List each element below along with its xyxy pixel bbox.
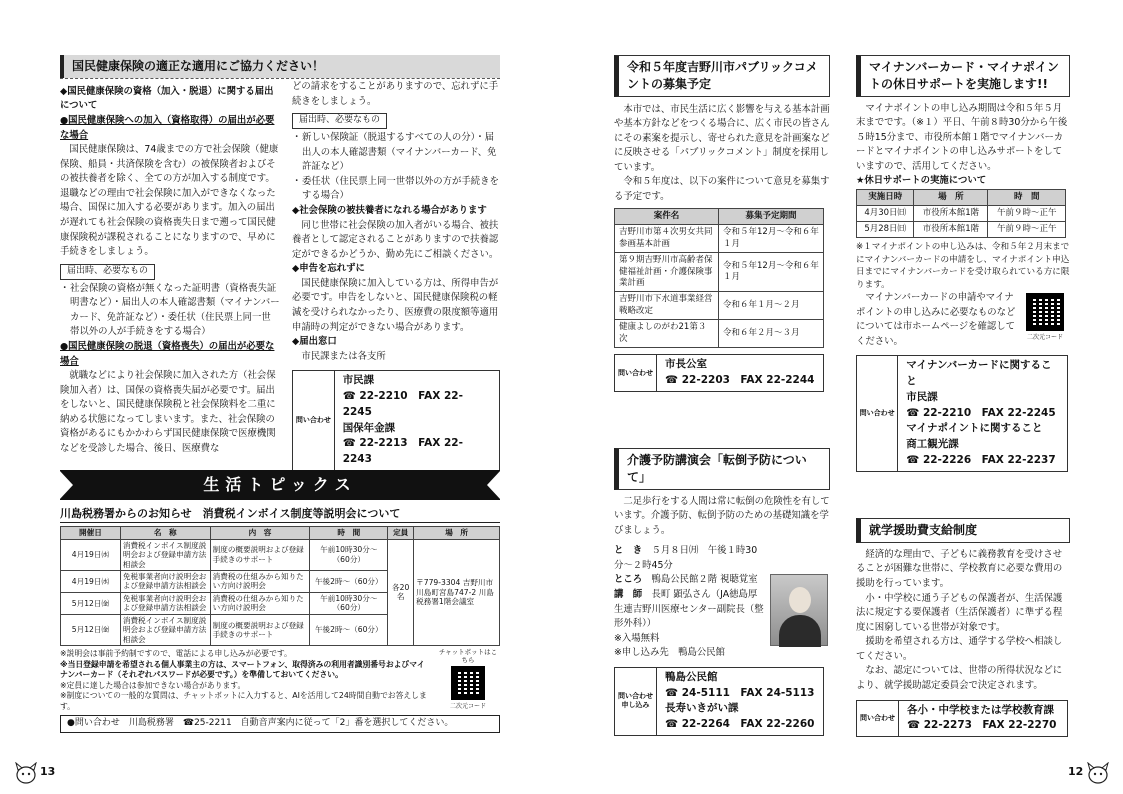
contact-label: 問い合わせ <box>615 355 657 391</box>
shugaku-body4: なお、認定については、世帯の所得状況などにより、就学援助認定委員会で決定されます。 <box>856 665 1063 691</box>
table-header: 定員 <box>388 527 414 539</box>
contact-line: 鴨島公民館 <box>665 670 718 683</box>
table-cell: 午前10時30分～（60分） <box>310 539 388 570</box>
contact-line: 商工観光課 <box>906 438 959 451</box>
topics-banner: 生活トピックス <box>60 470 500 500</box>
nhi-sec1-heading: ◆国民健康保険の資格（加入・脱退）に関する届出について <box>60 85 274 112</box>
table-cell: 4月30日㈰ <box>857 206 914 222</box>
contact-label: 問い合わせ申し込み <box>615 668 657 735</box>
table-cell: 吉野川市第４次男女共同参画基本計画 <box>615 225 719 253</box>
nhi-contact-box <box>292 370 500 471</box>
contact-line: マイナンバーカードに関すること <box>906 359 1052 388</box>
table-cell: 市役所本館1階 <box>914 222 988 238</box>
shugaku-body2: 小・中学校に通う子どもの保護者が、生活保護法に規定する要保護者（生活保護者）に準ずる程度に困窮している世帯が対象です。 <box>856 592 1063 633</box>
kaigo-lecturer: 長町 顕弘さん（JA徳島厚生連吉野川医療センター副院長（整形外科）） <box>614 589 764 630</box>
table-cell: 午後2時～（60分） <box>310 570 388 592</box>
tax-venue: 〒779-3304 吉野川市川島町宮島747-2 川島税務署1階会議室 <box>414 539 500 646</box>
qr-label: 二次元コード <box>1026 334 1063 342</box>
table-row <box>615 253 824 292</box>
kaigo-when: ５月８日㈪ 午後１時30分～２時45分 <box>614 545 758 571</box>
lecturer-label: 講 師 <box>614 589 643 601</box>
contact-line: 各小・中学校または学校教育課 <box>907 703 1054 716</box>
kaigo-section <box>614 448 830 736</box>
table-cell: 制度の概要説明および登録手続きのサポート <box>210 539 310 570</box>
nhi-box1-list <box>60 282 280 340</box>
mynumber-note2: マイナンバーカードの申請やマイナポイントの申し込みに必要なものなどについては市ホームページを確認してください。 <box>856 292 1016 347</box>
shugaku-body1: 経済的な理由で、子どもに義務教育を受けさせることが困難な世帯に、学校教育に必要な費用の援助を行っています。 <box>856 548 1063 589</box>
table-cell: 5月12日㈮ <box>61 614 121 645</box>
shugaku-body3: 援助を希望される方は、通学する学校へ相談してください。 <box>856 636 1063 662</box>
table-header: 開催日 <box>61 527 121 539</box>
nhi-sec3-body: 就職などにより社会保険に加入された方（社会保険加入者）は、国保の資格喪失届が必要です。届出をしないと、国民健康保険税と社会保険料を二重に納める状態になってしまいます。また、社会保険の資格があるにもかかわらず国民健康保険で医療機関などを受診した場合、後日、医療費な <box>60 370 276 455</box>
pubcom-body1: 本市では、市民生活に広く影響を与える基本計画や基本方針などをつくる場合に、広く市民の皆さんにその素案を提示し、寄せられた意見を計画案などに反映させる「パブリックコメント」制度を採用しています。 <box>614 103 830 173</box>
contact-line: 市民課 <box>906 390 938 403</box>
contact-label: 問い合わせ <box>857 356 898 470</box>
nhi-title: 国民健康保険の適正な適用にご協力ください！ <box>60 55 500 78</box>
mynumber-note: ※１マイナポイントの申し込みは、令和５年２月末までにマイナンバーカードの申請をし、マイナポイント申込日までにマイナンバーカードを受け取られている方に限ります。 <box>856 242 1070 290</box>
holiday-table <box>856 189 1066 238</box>
nhi-box1-label: 届出時、必要なもの <box>60 264 155 280</box>
table-row <box>61 539 500 570</box>
shugaku-section <box>856 518 1070 737</box>
table-row <box>615 320 824 348</box>
tax-notes <box>60 649 432 712</box>
list-item: ・ 新しい保険証（脱退するすべての人の分）・届出人の本人確認書類（マイナンバーカード、免許証など） <box>302 131 500 175</box>
nhi-sec6-heading: ◆届出窓口 <box>292 336 337 348</box>
table-cell: 5月12日㈮ <box>61 592 121 614</box>
table-cell: 消費税の仕組みから知りたい方向け説明会 <box>210 570 310 592</box>
kaigo-where: 鴨島公民館２階 視聴覚室 <box>651 574 758 586</box>
table-cell: 消費税インボイス制度説明会および登録申請方法相談会 <box>120 614 210 645</box>
contact-line: ☎ 22-2203 FAX 22-2244 <box>665 374 815 387</box>
contact-line: 市長公室 <box>665 358 707 371</box>
table-header: 案件名 <box>615 208 719 224</box>
table-cell: 令和６年２月～３月 <box>719 320 824 348</box>
list-item: ・ 社会保険の資格が無くなった証明書（資格喪失証明書など）・届出人の本人確認書類（マイナンバーカード、免許証など）・委任状（住民票上同一世帯以外の人が手続きをする場合） <box>70 282 280 340</box>
mynumber-section <box>856 55 1070 472</box>
when-label: と き <box>614 545 643 557</box>
kaigo-contact-box <box>614 667 824 736</box>
table-header: 実施日時 <box>857 190 914 206</box>
tax-section <box>60 505 500 733</box>
note-line: ※制度についての一般的な質問は、チャットボットに入力すると、AIを活用して24時間自動でお答えします。 <box>60 691 427 711</box>
contact-line: 長寿いきがい課 <box>665 702 739 715</box>
contact-line: 市民課 <box>342 374 375 387</box>
table-cell: 市役所本館1階 <box>914 206 988 222</box>
pubcom-title: 令和５年度吉野川市パブリックコメントの募集予定 <box>614 55 830 97</box>
kaigo-note2: ※申し込み先 鴨島公民館 <box>614 647 725 659</box>
nhi-box2-label: 届出時、必要なもの <box>292 113 387 129</box>
table-cell: 令和５年12月～令和６年１月 <box>719 225 824 253</box>
note-line: ※定員に達した場合は参加できない場合があります。 <box>60 680 246 690</box>
pubcom-section <box>614 55 830 392</box>
mascot-icon <box>14 762 38 784</box>
contact-line: ☎ 22-2226 FAX 22-2237 <box>906 453 1056 466</box>
mynumber-contact-box <box>856 355 1068 471</box>
table-row <box>615 292 824 320</box>
table-cell: 消費税の仕組みから知りたい方向け説明会 <box>210 592 310 614</box>
table-cell: 健康よしのがわ21第３次 <box>615 320 719 348</box>
table-cell: 午前９時～正午 <box>988 206 1066 222</box>
lecturer-photo <box>770 574 828 646</box>
table-cell: 4月19日㈬ <box>61 539 121 570</box>
mynumber-title: マイナンバーカード・マイナポイントの休日サポートを実施します!! <box>856 55 1070 97</box>
page-number-right: 12 <box>1068 764 1084 778</box>
table-cell: 午前10時30分～（60分） <box>310 592 388 614</box>
note-line: ※当日登録申請を希望される個人事業主の方は、スマートフォン、取得済みの利用者識別番号およびマイナンバーカード（それぞれパスワードが必要です。）を準備しておいてください。 <box>60 659 425 680</box>
page-number-left: 13 <box>40 764 56 778</box>
kaigo-title: 介護予防講演会「転倒予防について」 <box>614 448 830 490</box>
pubcom-table <box>614 208 824 349</box>
table-header: 時 間 <box>310 527 388 539</box>
where-label: ところ <box>614 574 643 586</box>
mynumber-qr-block <box>1020 291 1070 349</box>
table-header: 場 所 <box>414 527 500 539</box>
pubcom-contact-box <box>614 354 824 392</box>
note-line: ※説明会は事前予約制ですので、電話による申し込みが必要です。 <box>60 649 292 659</box>
table-cell: 令和５年12月～令和６年１月 <box>719 253 824 292</box>
table-cell: 免税事業者向け説明会および登録申請方法相談会 <box>120 592 210 614</box>
table-cell: 吉野川市下水道事業経営戦略改定 <box>615 292 719 320</box>
kaigo-note1: ※入場無料 <box>614 632 660 644</box>
table-row <box>615 225 824 253</box>
qr-code-icon[interactable] <box>1026 293 1064 331</box>
tax-table <box>60 526 500 646</box>
table-row <box>857 206 1066 222</box>
contact-line: ☎ 24-5111 FAX 24-5113 <box>665 686 815 699</box>
nhi-sec5-body: 国民健康保険に加入している方は、所得申告が必要です。申告をしないと、国民健康保険税の軽減を受けられなかったり、医療費の限度額等適用申請時の判定ができない場合があります。 <box>292 277 499 333</box>
table-header: 募集予定期間 <box>719 208 824 224</box>
nhi-col-2 <box>292 80 500 471</box>
table-header: 名 称 <box>120 527 210 539</box>
contact-line: ☎ 22-2264 FAX 22-2260 <box>665 718 815 731</box>
nhi-col2-top: どの請求をすることがありますので、忘れずに手続きをしましょう。 <box>292 81 499 107</box>
tax-qr-block <box>436 649 500 712</box>
contact-line: ☎ 22-2273 FAX 22-2270 <box>907 719 1057 732</box>
table-cell: 午後2時～（60分） <box>310 614 388 645</box>
contact-line: 国保年金課 <box>342 421 396 434</box>
divider <box>60 78 500 79</box>
qr-code-icon[interactable] <box>451 666 485 700</box>
tax-title: 川島税務署からのお知らせ 消費税インボイス制度等説明会について <box>60 505 500 523</box>
nhi-box2-list <box>292 131 500 204</box>
table-cell: 第９期吉野川市高齢者保健福祉計画・介護保険事業計画 <box>615 253 719 292</box>
shugaku-title: 就学援助費支給制度 <box>856 518 1070 543</box>
contact-line: ☎ 22-2210 FAX 22-2245 <box>342 390 463 418</box>
list-item: ・ 委任状（住民票上同一世帯以外の方が手続きをする場合） <box>302 175 500 204</box>
table-cell: 免税事業者向け説明会および登録申請方法相談会 <box>120 570 210 592</box>
nhi-sec5-heading: ◆申告を忘れずに <box>292 263 365 275</box>
table-cell: 消費税インボイス制度説明会および登録申請方法相談会 <box>120 539 210 570</box>
table-cell: 午前９時～正午 <box>988 222 1066 238</box>
table-header: 時 間 <box>988 190 1066 206</box>
table-cell: 制度の概要説明および登録手続きのサポート <box>210 614 310 645</box>
contact-label: 問い合わせ <box>857 701 899 737</box>
pubcom-body2: 令和５年度は、以下の案件について意見を募集する予定です。 <box>614 176 830 203</box>
mascot-icon <box>1086 762 1110 784</box>
nhi-sec2-body: 国民健康保険は、74歳までの方で社会保険（健康保険、船員・共済保険を含む）の被保険者およびその被扶養者を除く、全ての方が加入する制度です。退職などの理由で社会保険に加入ができなくなった場合、国保に加入する必要があります。加入の届出が遅れても社会保険の資格喪失日まで遡って国民健康保険税が課税されることになりますので、早めに手続きをしましょう。 <box>60 144 279 258</box>
nhi-sec3-heading: ●国民健康保険の脱退（資格喪失）の届出が必要な場合 <box>60 340 275 367</box>
nhi-sec2-heading: ●国民健康保険への加入（資格取得）の届出が必要な場合 <box>60 114 275 141</box>
mynumber-sub: ★休日サポートの実施について <box>856 175 987 187</box>
nhi-sec6-body: 市民課または各支所 <box>301 350 386 362</box>
tax-capacity: 各20名 <box>388 539 414 646</box>
table-cell: 5月28日㈰ <box>857 222 914 238</box>
nhi-sec4-heading: ◆社会保険の被扶養者になれる場合があります <box>292 204 487 216</box>
shugaku-contact-box <box>856 700 1068 738</box>
table-cell: 令和６年１月～２月 <box>719 292 824 320</box>
kaigo-body: 二足歩行をする人間は常に転倒の危険性を有しています。介護予防、転倒予防のための基礎知識を学びましょう。 <box>614 495 830 536</box>
nhi-sec4-body: 同じ世帯に社会保険の加入者がいる場合、被扶養者として認定されることがありますので扶養認定ができるかどうか、勤め先にご相談ください。 <box>292 219 499 260</box>
table-header: 内 容 <box>210 527 310 539</box>
tax-footer: ●問い合わせ 川島税務署 ☎25-2211 自動音声案内に従って「2」番を選択してください。 <box>60 715 500 733</box>
mynumber-body: マイナポイントの申し込み期間は令和５年５月末までです。（※１）平日、午前８時30分から午後５時15分まで、市役所本館１階でマイナンバーカードとマイナポイントの申し込みサポートをしていますので、活用してください。 <box>856 102 1068 172</box>
qr-label: 二次元コード <box>449 702 486 710</box>
contact-label: 問い合わせ <box>293 371 335 470</box>
contact-line: ☎ 22-2213 FAX 22-2243 <box>342 437 463 466</box>
table-cell: 4月19日㈬ <box>61 570 121 592</box>
table-row <box>857 222 1066 238</box>
contact-line: ☎ 22-2210 FAX 22-2245 <box>906 406 1056 419</box>
chatbot-label: チャットボットはこちら <box>438 648 498 664</box>
contact-line: マイナポイントに関すること <box>906 422 1043 435</box>
table-header: 場 所 <box>914 190 988 206</box>
